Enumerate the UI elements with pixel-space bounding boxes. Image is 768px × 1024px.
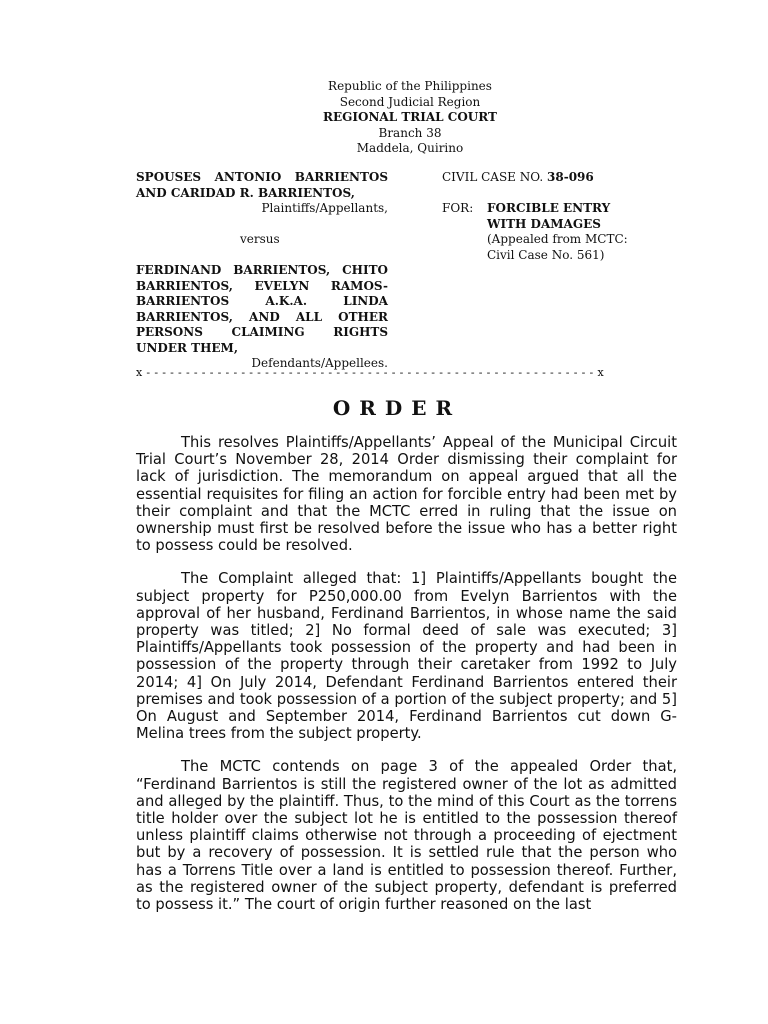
case-number-label: CIVIL CASE NO. [442,170,544,184]
court-header [0,79,768,157]
case-number-line [442,170,702,186]
case-caption-parties [136,170,388,372]
header-republic: Republic of the Philippines [328,79,492,93]
case-nature [442,201,702,263]
for-label: FOR: [442,201,474,215]
defendants-names: FERDINAND BARRIENTOS, CHITO BARRIENTOS, EVELYN RAMOS-BARRIENTOS A.K.A. LINDA BARRIENTOS, AND ALL OTHER PERSONS CLAIMING RIGHTS UNDER THEM, [136,263,388,355]
defendants-role: Defendants/Appellees. [251,356,388,370]
nature-line-2: WITH DAMAGES [487,216,601,231]
paragraph: The Complaint alleged that: 1] Plaintiffs/Appellants bought the subject property for P250,000.00 from Evelyn Barrientos with the approval of her husband, Ferdinand Barrientos, in whose name the said property was titled; 2] No formal deed of sale was executed; 3] Plaintiffs/Appellants took possession of the property and had been in possession of the property through their caretaker from 1992 to July 2014; 4] On July 2014, Defendant Ferdinand Barrientos entered their premises and took possession of a portion of the subject property; and 5] On August and September 2014, Ferdinand Barrientos cut down G-Melina trees from the subject property. [136,570,677,743]
header-region: Second Judicial Region [339,94,481,109]
plaintiffs-role: Plaintiffs/Appellants, [261,201,388,215]
header-location: Maddela, Quirino [356,141,464,155]
appeal-line-2: Civil Case No. 561) [487,247,605,262]
paragraph: The MCTC contends on page 3 of the appealed Order that, “Ferdinand Barrientos is still the registered owner of the lot as admitted and alleged by the plaintiff. Thus, to the mind of this Court as the torrens title holder over the subject lot he is entitled to the possession thereof unless plaintiff claims otherwise not through a proceeding of ejectment but by a recovery of possession. It is settled rule that the person who has a Torrens Title over a land is entitled to possession thereof. Further, as the registered owner of the subject property, defendant is preferred to possess it.” The court of origin further reasoned on the last [136,758,677,914]
paragraph: This resolves Plaintiffs/Appellants’ Appeal of the Municipal Circuit Trial Court’s November 28, 2014 Order dismissing their complaint for lack of jurisdiction. The memorandum on appeal argued that all the essential requisites for filing an action for forcible entry had been met by their complaint and that the MCTC erred in ruling that the issue on ownership must first be resolved before the issue who has a better right to possess could be resolved. [136,434,677,555]
document-title: ORDER [332,396,462,420]
case-caption-details [442,170,702,263]
nature-line-1: FORCIBLE ENTRY [487,201,611,215]
versus-label: versus [240,232,280,246]
caption-divider: x - - - - - - - - - - - - - - - - - - - - - - - - - - - - - - - - - - - - - - - - - - - - - - - - - - - - - - - - - x [136,366,605,379]
header-branch: Branch 38 [378,125,442,140]
case-number: 38-096 [547,170,594,184]
order-body [136,434,677,929]
appeal-line-1: (Appealed from MCTC: [487,232,628,246]
plaintiffs-names: SPOUSES ANTONIO BARRIENTOS AND CARIDAD R. BARRIENTOS, [136,170,388,200]
header-court: REGIONAL TRIAL COURT [323,110,497,124]
